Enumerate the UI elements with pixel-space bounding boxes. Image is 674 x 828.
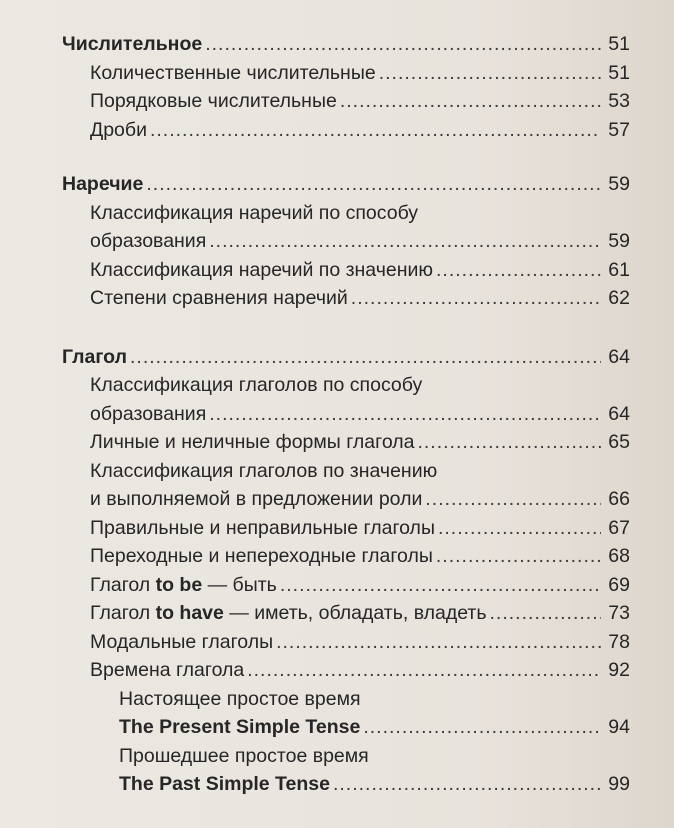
entry-title: Классификация наречий по значению xyxy=(90,258,434,281)
toc-entry[interactable] xyxy=(62,599,630,628)
entry-title-term: to have xyxy=(155,602,224,624)
entry-title: Переходные и непереходные глаголы xyxy=(90,545,433,567)
toc-entry[interactable] xyxy=(62,400,630,429)
page-number: 99 xyxy=(608,773,630,795)
leader-dots xyxy=(436,542,601,571)
subentry-title-line1: Настоящее простое время xyxy=(119,687,361,710)
entry-title: Модальные глаголы xyxy=(90,630,274,653)
page-number: 67 xyxy=(608,516,630,539)
toc-entry[interactable] xyxy=(62,485,630,514)
entry-title-prefix: Глагол xyxy=(90,573,156,596)
leader-dots xyxy=(209,400,601,429)
page-number: 73 xyxy=(608,602,630,624)
page-number: 68 xyxy=(608,545,630,567)
toc-entry[interactable] xyxy=(62,256,630,285)
page-number: 57 xyxy=(608,118,630,141)
toc-entry-line1[interactable] xyxy=(62,457,630,486)
entry-title: образования xyxy=(90,230,207,252)
leader-dots xyxy=(130,343,601,372)
entry-title: образования xyxy=(90,402,207,425)
toc-entry[interactable] xyxy=(62,628,630,657)
toc-entry[interactable] xyxy=(62,542,630,571)
leader-dots xyxy=(417,428,601,457)
section-title: Глагол xyxy=(62,345,127,368)
page-number: 66 xyxy=(608,488,630,510)
subentry-title-line1: Прошедшее простое время xyxy=(119,744,369,767)
toc-entry[interactable] xyxy=(62,428,630,457)
entry-title-line1: Классификация глаголов по значению xyxy=(90,459,438,482)
page-number: 61 xyxy=(608,258,630,281)
entry-title xyxy=(90,599,487,628)
leader-dots xyxy=(209,227,601,256)
page-number: 59 xyxy=(608,230,630,252)
leader-dots xyxy=(436,256,601,285)
page-number: 51 xyxy=(608,61,630,84)
leader-dots xyxy=(340,87,601,116)
leader-dots xyxy=(379,59,601,88)
toc-entry-line1[interactable] xyxy=(62,371,630,400)
leader-dots xyxy=(247,656,601,685)
entry-title: Личные и неличные формы глагола xyxy=(90,431,415,453)
leader-dots xyxy=(351,284,601,313)
entry-title-suffix: — иметь, обладать, владеть xyxy=(223,602,487,624)
page-number: 53 xyxy=(608,90,630,112)
toc-entry[interactable] xyxy=(62,59,630,88)
leader-dots xyxy=(146,170,601,199)
toc-entry[interactable] xyxy=(62,571,630,600)
toc-subentry[interactable] xyxy=(62,713,630,742)
leader-dots xyxy=(205,30,601,59)
leader-dots xyxy=(425,485,601,514)
section-title: Наречие xyxy=(62,173,144,195)
toc-entry-narechie[interactable] xyxy=(62,170,630,199)
table-of-contents xyxy=(62,30,630,799)
entry-title-suffix: — быть xyxy=(202,573,277,596)
leader-dots xyxy=(276,628,601,657)
toc-entry[interactable] xyxy=(62,656,630,685)
page-number: 94 xyxy=(608,716,630,738)
subentry-title: The Present Simple Tense xyxy=(119,716,361,738)
toc-entry[interactable] xyxy=(62,514,630,543)
entry-title: Правильные и неправильные глаголы xyxy=(90,516,435,539)
entry-title-line1: Классификация глаголов по способу xyxy=(90,374,423,396)
entry-title: Количественные числительные xyxy=(90,61,376,84)
page-number: 51 xyxy=(608,33,630,55)
page-number: 64 xyxy=(608,345,630,368)
section-title: Числительное xyxy=(62,33,203,55)
entry-title: Времена глагола xyxy=(90,659,245,681)
toc-subentry-line1[interactable] xyxy=(62,685,630,714)
toc-entry[interactable] xyxy=(62,284,630,313)
toc-entry-glagol[interactable] xyxy=(62,343,630,372)
toc-subentry[interactable] xyxy=(62,770,630,799)
page-number: 64 xyxy=(608,402,630,425)
toc-entry[interactable] xyxy=(62,227,630,256)
page-number: 92 xyxy=(608,659,630,681)
entry-title: Дроби xyxy=(90,118,147,141)
leader-dots xyxy=(280,571,601,600)
entry-title: Порядковые числительные xyxy=(90,90,337,112)
toc-subentry-line1[interactable] xyxy=(62,742,630,771)
toc-entry-line1[interactable] xyxy=(62,199,630,228)
page-number: 59 xyxy=(608,173,630,195)
leader-dots xyxy=(490,599,601,628)
entry-title: и выполняемой в предложении роли xyxy=(90,488,423,510)
leader-dots xyxy=(333,770,601,799)
entry-title-prefix: Глагол xyxy=(90,602,156,624)
toc-entry-chislitelnoe[interactable] xyxy=(62,30,630,59)
toc-entry[interactable] xyxy=(62,87,630,116)
page-number: 78 xyxy=(608,630,630,653)
page-number: 62 xyxy=(608,287,630,309)
leader-dots xyxy=(363,713,601,742)
subentry-title: The Past Simple Tense xyxy=(119,773,330,795)
entry-title-term: to be xyxy=(155,573,203,596)
toc-entry[interactable] xyxy=(62,116,630,145)
page-number: 69 xyxy=(608,573,630,596)
leader-dots xyxy=(150,116,601,145)
leader-dots xyxy=(438,514,601,543)
page-number: 65 xyxy=(608,431,630,453)
entry-title-line1: Классификация наречий по способу xyxy=(90,201,419,224)
entry-title: Степени сравнения наречий xyxy=(90,287,348,309)
entry-title xyxy=(90,571,277,600)
